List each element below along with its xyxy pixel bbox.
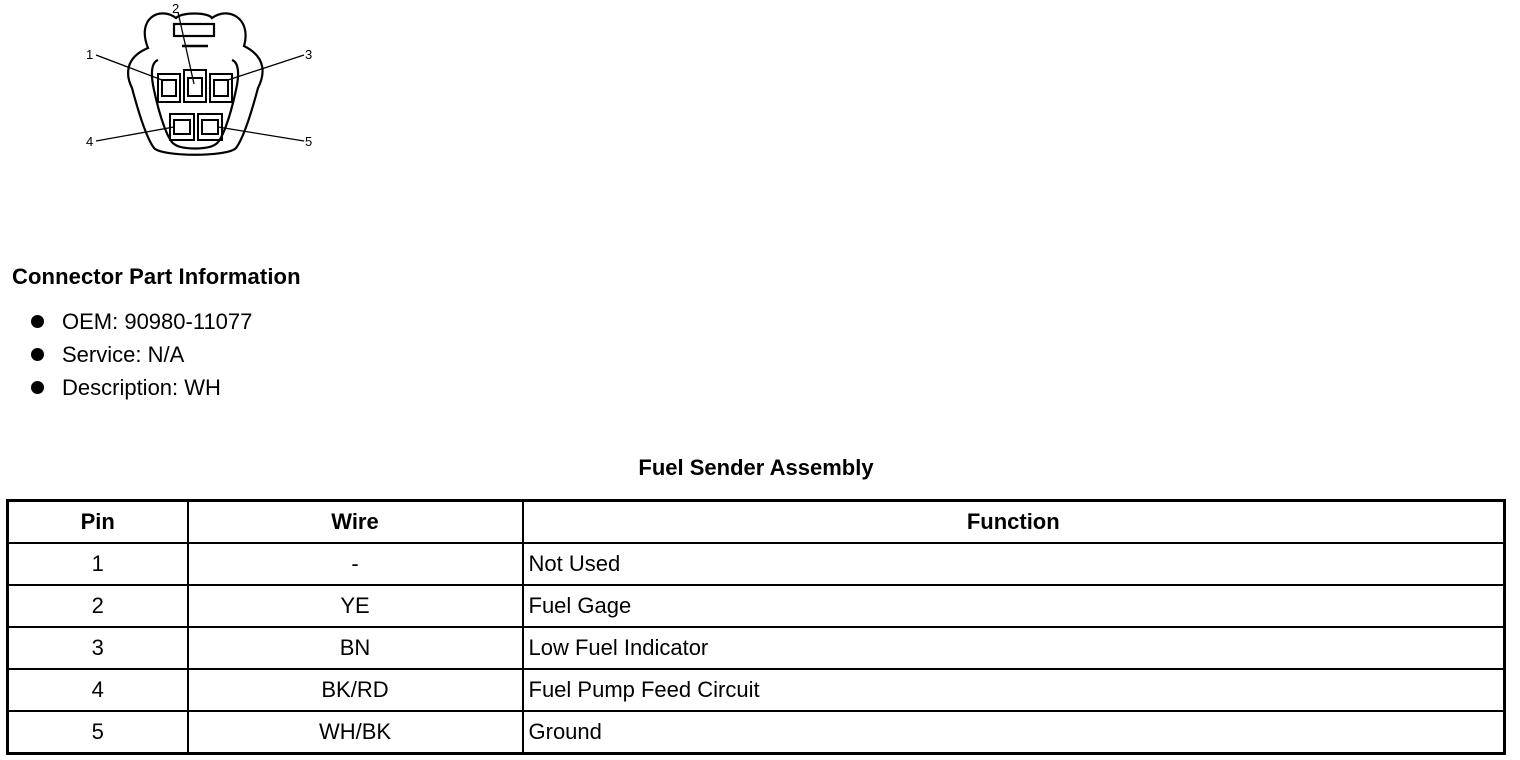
pin-cell: 5 (8, 711, 188, 754)
info-item-text: Description: WH (62, 375, 221, 400)
info-item-text: Service: N/A (62, 342, 185, 367)
wire-cell: BN (188, 627, 523, 669)
function-cell: Fuel Pump Feed Circuit (523, 669, 1505, 711)
wire-cell: - (188, 543, 523, 585)
table-row (8, 627, 1505, 669)
bullet-icon (31, 348, 44, 361)
table-row (8, 711, 1505, 754)
info-item-service (12, 338, 301, 371)
pin-label-5: 5 (305, 134, 313, 149)
table-row (8, 585, 1505, 627)
bullet-icon (31, 315, 44, 328)
section-title: Connector Part Information (12, 264, 301, 289)
info-item-text: OEM: 90980-11077 (62, 309, 253, 334)
table-row (8, 669, 1505, 711)
pinout-table (6, 499, 1506, 755)
table-header-row (8, 501, 1505, 544)
pin-label-3: 3 (305, 47, 313, 62)
function-cell: Low Fuel Indicator (523, 627, 1505, 669)
connector-diagram (78, 0, 328, 162)
connector-face-view (78, 0, 328, 162)
column-header-function: Function (523, 501, 1505, 544)
info-item-description (12, 371, 301, 404)
pin-cell: 3 (8, 627, 188, 669)
wire-cell: BK/RD (188, 669, 523, 711)
pin-label-4: 4 (86, 134, 94, 149)
info-item-oem (12, 305, 301, 338)
info-list (12, 305, 301, 404)
pin-cell: 1 (8, 543, 188, 585)
bullet-icon (31, 381, 44, 394)
pin-cell: 2 (8, 585, 188, 627)
connector-part-information (12, 264, 301, 404)
column-header-wire: Wire (188, 501, 523, 544)
function-cell: Not Used (523, 543, 1505, 585)
wire-cell: YE (188, 585, 523, 627)
function-cell: Ground (523, 711, 1505, 754)
column-header-pin: Pin (8, 501, 188, 544)
table-row (8, 543, 1505, 585)
table-title: Fuel Sender Assembly (638, 455, 874, 480)
pin-label-2: 2 (172, 1, 180, 16)
function-cell: Fuel Gage (523, 585, 1505, 627)
pin-cell: 4 (8, 669, 188, 711)
wire-cell: WH/BK (188, 711, 523, 754)
pin-label-1: 1 (86, 47, 94, 62)
